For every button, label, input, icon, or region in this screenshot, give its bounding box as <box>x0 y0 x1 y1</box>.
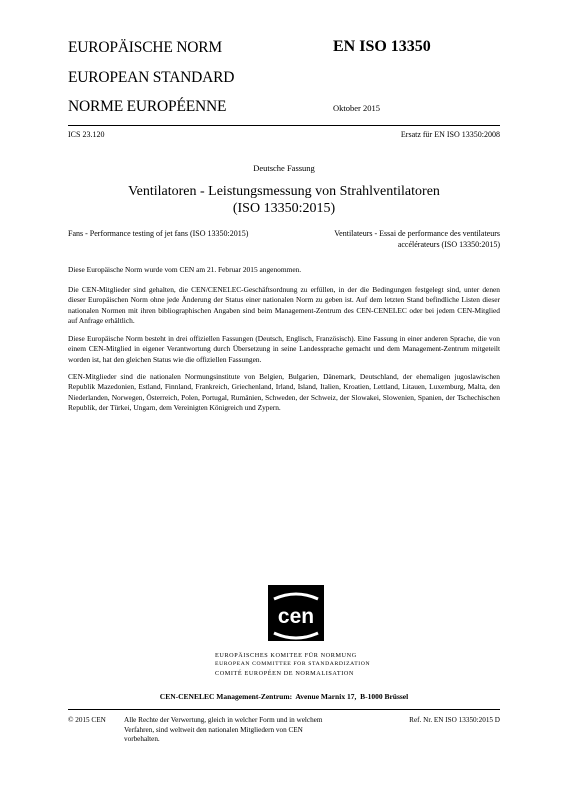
cen-logo-graphic <box>268 585 324 641</box>
title-french <box>334 229 500 250</box>
document-title-line1: Ventilatoren - Leistungsmessung von Strahlventilatoren <box>128 184 440 199</box>
document-title-line2: (ISO 13350:2015) <box>232 201 336 216</box>
rights-notice-line3: vorbehalten. <box>124 735 160 744</box>
title-english: Fans - Performance testing of jet fans (ISO 13350:2015) <box>68 229 249 238</box>
adoption-paragraph: Diese Europäische Norm wurde vom CEN am 21. Februar 2015 angenommen. <box>68 265 302 274</box>
document-title <box>68 183 500 217</box>
committee-name-en: EUROPEAN COMMITTEE FOR STANDARDIZATION <box>215 661 371 667</box>
header-rule <box>68 125 500 126</box>
title-french-line2: accélérateurs (ISO 13350:2015) <box>397 239 500 249</box>
header-title-fr: NORME EUROPÉENNE <box>68 98 227 115</box>
copyright: © 2015 CEN <box>68 716 106 724</box>
obligations-paragraph: Die CEN-Mitglieder sind gehalten, die CEN/CENELEC-Geschäftsordnung zu erfüllen, in der die Bedingungen festgelegt sind, unter denen dieser Europäischen Norm ohne jede Änderung der Status einer nationalen Norm zu geben ist. Auf dem letzten Stand befindliche Listen dieser nationalen Normen mit ihren bibliographischen Angaben sind beim Management-Zentrum des CEN-CENELEC oder bei jedem CEN-Mitglied auf Anfrage erhältlich. <box>68 285 500 326</box>
doc-number: EN ISO 13350 <box>333 38 431 55</box>
header-title-en: EUROPEAN STANDARD <box>68 69 235 86</box>
replaces-note: Ersatz für EN ISO 13350:2008 <box>400 130 500 139</box>
footer-rule <box>68 709 500 710</box>
cen-logo <box>268 585 324 641</box>
rights-notice-line2: Verfahren, sind weltweit den nationalen Mitgliedern von CEN <box>124 725 303 734</box>
committee-name-fr: COMITÉ EUROPÉEN DE NORMALISATION <box>215 670 354 677</box>
rights-notice-line1: Alle Rechte der Verwertung, gleich in welcher Form und in welchem <box>124 716 323 724</box>
ics-code: ICS 23.120 <box>68 130 105 139</box>
committee-name-de: EUROPÄISCHES KOMITEE FÜR NORMUNG <box>215 652 357 659</box>
versions-paragraph: Diese Europäische Norm besteht in drei offiziellen Fassungen (Deutsch, Englisch, Französisch). Eine Fassung in einer anderen Sprache, die von einem CEN-Mitglied in eigener Verantwortung durch Übersetzung in seine Landessprache gemacht und dem Management-Zentrum mitgeteilt worden ist, hat den gleichen Status wie die offiziellen Fassungen. <box>68 334 500 364</box>
members-paragraph: CEN-Mitglieder sind die nationalen Normungsinstitute von Belgien, Bulgarien, Dänemark, Deutschland, der ehemaligen jugoslawischen Republik Mazedonien, Estland, Finnland, Frankreich, Griechenland, Irland, Island, Italien, Kroatien, Lettland, Litauen, Luxemburg, Malta, den Niederlanden, Norwegen, Österreich, Polen, Portugal, Rumänien, Schweden, der Schweiz, der Slowakei, Slowenien, Spanien, der Tschechischen Republik, der Türkei, Ungarn, dem Vereinigten Königreich und Zypern. <box>68 372 500 413</box>
management-centre-address: CEN-CENELEC Management-Zentrum: Avenue Marnix 17, B-1000 Brüssel <box>159 692 409 701</box>
header-title-de: EUROPÄISCHE NORM <box>68 39 222 56</box>
title-french-line1: Ventilateurs - Essai de performance des ventilateurs <box>334 229 500 238</box>
publication-date: Oktober 2015 <box>333 103 380 113</box>
version-label: Deutsche Fassung <box>253 163 315 173</box>
cen-logo-text: cen <box>277 605 315 628</box>
rights-notice <box>124 716 322 745</box>
reference-number: Ref. Nr. EN ISO 13350:2015 D <box>409 716 500 724</box>
